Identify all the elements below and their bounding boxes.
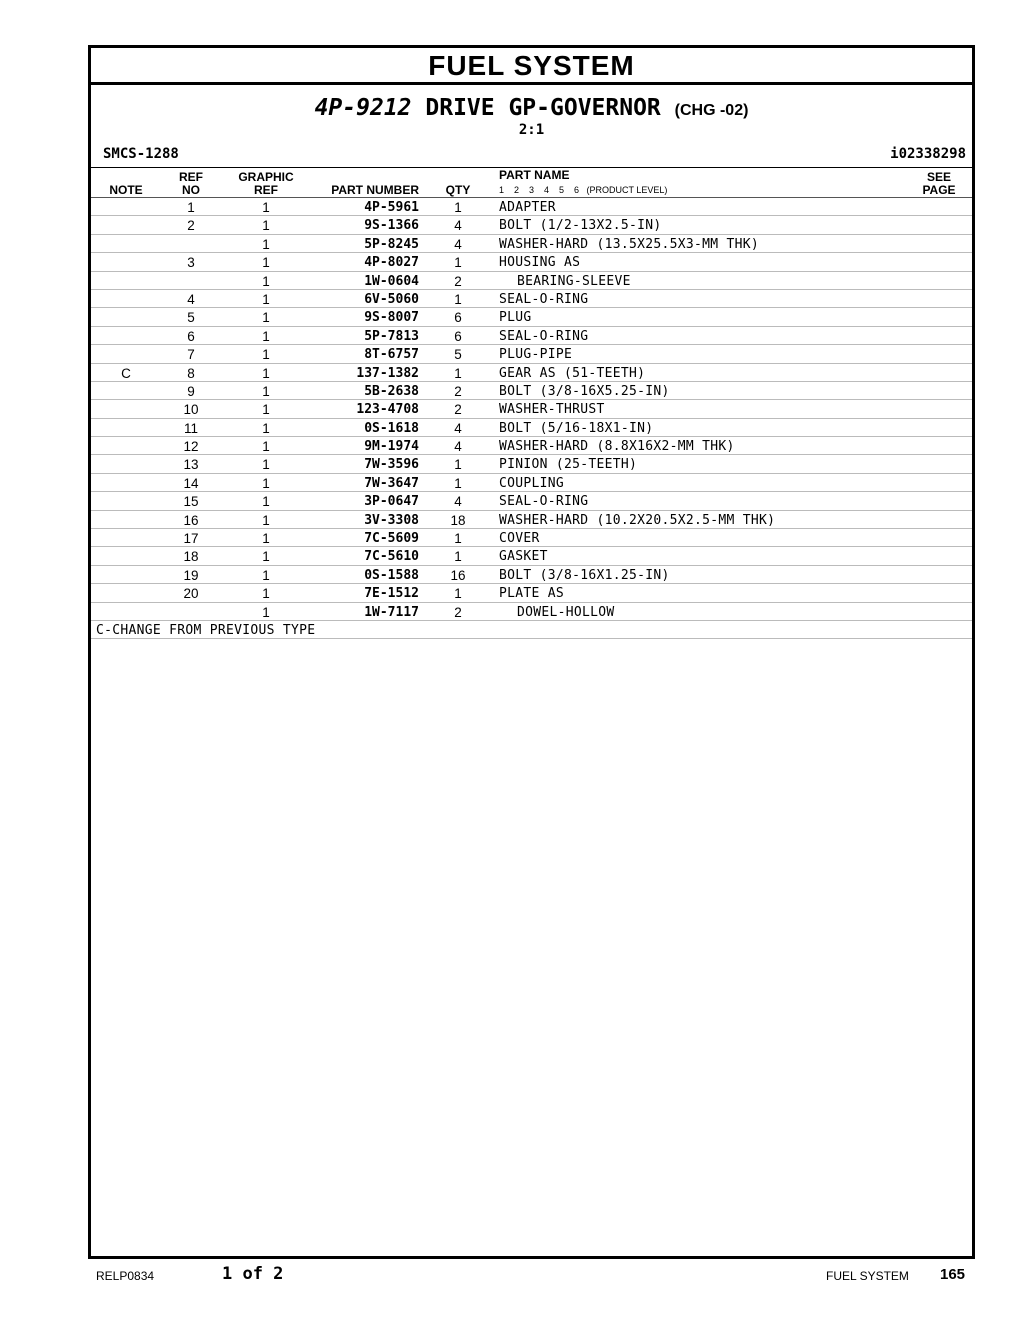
cell-qty: 1 (454, 475, 462, 491)
smcs-code: SMCS-1288 (103, 146, 179, 162)
cell-ref-no: 8 (187, 365, 195, 381)
col-see-top: SEE (926, 170, 951, 184)
table-row (91, 529, 972, 547)
cell-part-number: 6V-5060 (364, 291, 419, 307)
change-level: (CHG -02) (674, 102, 749, 119)
cell-part-name: BEARING-SLEEVE (517, 273, 631, 289)
cell-part-number: 137-1382 (356, 365, 419, 381)
table-row (91, 364, 972, 382)
cell-ref-no: 20 (183, 586, 199, 602)
col-qty: QTY (445, 183, 471, 197)
cell-part-number: 4P-5961 (364, 200, 419, 215)
table-row (91, 400, 972, 418)
cell-part-name: BOLT (5/16-18X1-IN) (499, 420, 654, 436)
cell-part-name: WASHER-HARD (10.2X20.5X2.5-MM THK) (499, 512, 776, 528)
smcs-row (91, 142, 972, 168)
cell-qty: 5 (454, 347, 462, 363)
cell-part-number: 9S-8007 (364, 310, 419, 326)
cell-graphic-ref: 1 (262, 218, 270, 234)
table-row (91, 290, 972, 308)
cell-qty: 4 (454, 494, 462, 510)
cell-graphic-ref: 1 (262, 200, 270, 215)
cell-part-number: 5P-7813 (364, 328, 419, 344)
footnote: C-CHANGE FROM PREVIOUS TYPE (96, 622, 316, 638)
table-row (91, 492, 972, 510)
cell-qty: 1 (454, 531, 462, 547)
cell-qty: 1 (454, 549, 462, 565)
cell-ref-no: 11 (183, 420, 198, 436)
cell-qty: 1 (454, 457, 462, 473)
cell-graphic-ref: 1 (262, 604, 270, 620)
doc-code: RELP0834 (96, 1269, 155, 1283)
cell-graphic-ref: 1 (262, 328, 270, 344)
footer-section: FUEL SYSTEM (826, 1269, 909, 1283)
cell-ref-no: 16 (183, 512, 199, 528)
cell-part-number: 1W-7117 (364, 604, 419, 620)
cell-part-name: GASKET (499, 549, 548, 565)
cell-ref-no: 2 (187, 218, 195, 234)
cell-graphic-ref: 1 (262, 512, 270, 528)
cell-graphic-ref: 1 (262, 347, 270, 363)
cell-qty: 2 (454, 273, 462, 289)
col-ref-bottom: NO (182, 183, 200, 197)
cell-qty: 2 (454, 402, 462, 418)
page-footer (0, 1262, 1020, 1292)
cell-qty: 1 (454, 255, 462, 271)
col-note: NOTE (109, 183, 143, 197)
cell-ref-no: 9 (187, 383, 195, 399)
cell-part-number: 7W-3596 (364, 457, 419, 473)
cell-graphic-ref: 1 (262, 236, 270, 252)
cell-graphic-ref: 1 (262, 402, 270, 418)
cell-part-name: COVER (499, 531, 540, 547)
table-row (91, 272, 972, 290)
cell-part-name: WASHER-HARD (8.8X16X2-MM THK) (499, 439, 735, 455)
table-row (91, 216, 972, 234)
cell-graphic-ref: 1 (262, 475, 270, 491)
table-row (91, 345, 972, 363)
cell-part-number: 9S-1366 (364, 218, 419, 234)
group-part-number: 4P-9212 (314, 95, 412, 121)
cell-part-name: SEAL-O-RING (499, 291, 589, 307)
cell-part-number: 5P-8245 (364, 236, 419, 252)
table-row (91, 474, 972, 492)
cell-qty: 1 (454, 200, 462, 215)
table-row (91, 253, 972, 271)
cell-part-number: 1W-0604 (364, 273, 419, 289)
cell-graphic-ref: 1 (262, 567, 270, 583)
table-row (91, 455, 972, 473)
cell-part-number: 5B-2638 (364, 383, 419, 399)
col-part-name: PART NAME (499, 168, 570, 182)
cell-qty: 2 (454, 604, 462, 620)
cell-ref-no: 17 (183, 531, 199, 547)
cell-part-name: WASHER-HARD (13.5X25.5X3-MM THK) (499, 236, 760, 252)
cell-ref-no: 4 (187, 291, 195, 307)
cell-qty: 6 (454, 328, 462, 344)
cell-part-name: SEAL-O-RING (499, 328, 589, 344)
cell-part-number: 7W-3647 (364, 475, 419, 491)
cell-part-name: SEAL-O-RING (499, 494, 589, 510)
table-row (91, 566, 972, 584)
page-number: 165 (940, 1266, 966, 1283)
cell-ref-no: 13 (183, 457, 199, 473)
footnote-row (91, 621, 972, 639)
cell-part-number: 3V-3308 (364, 512, 419, 528)
table-row (91, 308, 972, 326)
cell-part-number: 8T-6757 (364, 347, 419, 363)
parts-page-frame (88, 45, 975, 1259)
cell-part-number: 7E-1512 (364, 586, 419, 602)
col-product-level: 1 2 3 4 5 6 (PRODUCT LEVEL) (499, 185, 668, 195)
cell-graphic-ref: 1 (262, 291, 270, 307)
cell-part-number: 7C-5609 (364, 531, 419, 547)
document-id: i02338298 (890, 146, 966, 162)
col-see-bottom: PAGE (922, 183, 956, 197)
cell-part-name: PLUG-PIPE (499, 347, 573, 363)
cell-qty: 4 (454, 420, 462, 436)
table-row (91, 235, 972, 253)
scale-ratio: 2:1 (518, 122, 545, 138)
page-of: 1 of 2 (222, 1264, 284, 1284)
cell-ref-no: 10 (183, 402, 199, 418)
group-name: DRIVE GP-GOVERNOR (425, 95, 661, 121)
table-row (91, 511, 972, 529)
cell-part-number: 3P-0647 (364, 494, 419, 510)
cell-part-name: HOUSING AS (499, 255, 581, 271)
table-row (91, 382, 972, 400)
cell-qty: 1 (454, 586, 462, 602)
cell-graphic-ref: 1 (262, 549, 270, 565)
cell-part-number: 0S-1588 (364, 567, 419, 583)
cell-graphic-ref: 1 (262, 420, 270, 436)
cell-ref-no: 15 (183, 494, 199, 510)
cell-part-number: 123-4708 (356, 402, 419, 418)
cell-ref-no: 5 (187, 310, 195, 326)
cell-part-number: 0S-1618 (364, 420, 419, 436)
cell-qty: 1 (454, 365, 462, 381)
cell-part-name: PLUG (499, 310, 532, 326)
table-row (91, 603, 972, 621)
col-graphic-bottom: REF (254, 183, 278, 197)
table-row (91, 327, 972, 345)
cell-graphic-ref: 1 (262, 365, 270, 381)
cell-ref-no: 6 (187, 328, 195, 344)
cell-ref-no: 7 (187, 347, 195, 363)
cell-ref-no: 12 (183, 439, 199, 455)
parts-table-body (91, 198, 972, 621)
cell-graphic-ref: 1 (262, 494, 270, 510)
cell-graphic-ref: 1 (262, 457, 270, 473)
cell-graphic-ref: 1 (262, 255, 270, 271)
cell-part-name: PINION (25-TEETH) (499, 457, 638, 473)
cell-part-number: 9M-1974 (364, 439, 419, 455)
cell-part-name: DOWEL-HOLLOW (517, 604, 615, 620)
cell-part-number: 7C-5610 (364, 549, 419, 565)
cell-graphic-ref: 1 (262, 439, 270, 455)
cell-ref-no: 14 (183, 475, 199, 491)
cell-graphic-ref: 1 (262, 273, 270, 289)
table-row (91, 437, 972, 455)
cell-part-name: BOLT (3/8-16X1.25-IN) (499, 567, 670, 583)
cell-qty: 6 (454, 310, 462, 326)
cell-graphic-ref: 1 (262, 383, 270, 399)
cell-qty: 4 (454, 236, 462, 252)
cell-ref-no: 19 (183, 567, 199, 583)
table-row (91, 198, 972, 216)
system-title: FUEL SYSTEM (91, 48, 972, 85)
cell-part-name: PLATE AS (499, 586, 565, 602)
cell-graphic-ref: 1 (262, 586, 270, 602)
cell-ref-no: 1 (187, 200, 195, 215)
col-ref-top: REF (179, 170, 203, 184)
table-header (91, 168, 972, 198)
cell-qty: 1 (454, 291, 462, 307)
table-row (91, 584, 972, 602)
cell-part-number: 4P-8027 (364, 255, 419, 271)
cell-qty: 4 (454, 218, 462, 234)
cell-qty: 16 (450, 567, 466, 583)
cell-graphic-ref: 1 (262, 531, 270, 547)
cell-qty: 4 (454, 439, 462, 455)
cell-note: C (121, 365, 131, 381)
table-row (91, 419, 972, 437)
cell-part-name: GEAR AS (51-TEETH) (499, 365, 646, 381)
col-part-number: PART NUMBER (331, 183, 419, 197)
cell-qty: 2 (454, 383, 462, 399)
cell-qty: 18 (450, 512, 466, 528)
col-graphic-top: GRAPHIC (238, 170, 294, 184)
table-row (91, 547, 972, 565)
cell-part-name: BOLT (1/2-13X2.5-IN) (499, 218, 662, 234)
group-title (91, 95, 972, 121)
cell-part-name: ADAPTER (499, 200, 556, 215)
cell-part-name: BOLT (3/8-16X5.25-IN) (499, 383, 670, 399)
cell-graphic-ref: 1 (262, 310, 270, 326)
cell-ref-no: 18 (183, 549, 199, 565)
cell-part-name: WASHER-THRUST (499, 402, 605, 418)
cell-part-name: COUPLING (499, 475, 565, 491)
cell-ref-no: 3 (187, 255, 195, 271)
